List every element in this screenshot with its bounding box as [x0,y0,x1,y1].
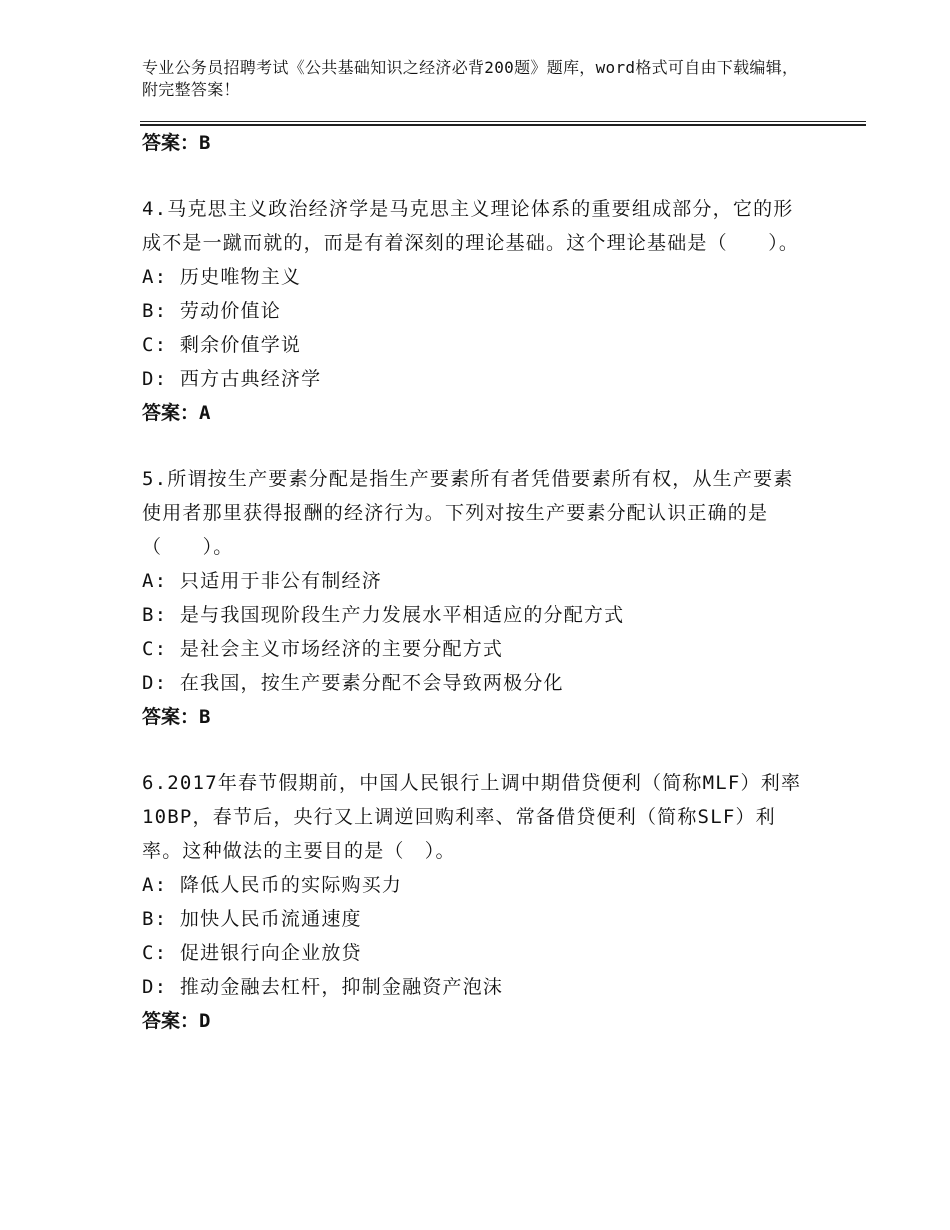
option-c [142,936,802,970]
option-key: B: [142,300,168,322]
header-divider-thin-line [140,121,866,122]
option-text: 加快人民币流通速度 [179,908,362,930]
question-answer [142,700,802,734]
question-stem: 4.马克思主义政治经济学是马克思主义理论体系的重要组成部分，它的形成不是一蹴而就的，而是有着深刻的理论基础。这个理论基础是（ ）。 [142,198,800,254]
option-d [142,666,802,700]
question-answer [142,1004,802,1038]
answer-label: 答案： [142,132,200,154]
answer-label: 答案： [142,706,200,728]
option-c [142,632,802,666]
option-key: C: [142,638,168,660]
question-6 [142,766,802,1038]
option-text: 促进银行向企业放贷 [179,942,362,964]
option-key: D: [142,368,168,390]
option-key: B: [142,908,168,930]
question-stem: 6.2017年春节假期前，中国人民银行上调中期借贷便利（简称MLF）利率10BP，春节后，央行又上调逆回购利率、常备借贷便利（简称SLF）利率。这种做法的主要目的是（ ）。 [142,772,802,862]
option-text: 在我国，按生产要素分配不会导致两极分化 [179,672,564,694]
option-a [142,564,802,598]
question-answer [142,396,802,430]
answer-value: D [199,1010,211,1032]
answer-value: B [199,706,211,728]
question-stem: 5.所谓按生产要素分配是指生产要素所有者凭借要素所有权，从生产要素使用者那里获得报酬的经济行为。下列对按生产要素分配认识正确的是（ ）。 [142,468,794,558]
question-4 [142,192,802,430]
option-key: B: [142,604,168,626]
option-a [142,260,802,294]
option-text: 是社会主义市场经济的主要分配方式 [179,638,504,660]
option-key: D: [142,672,168,694]
option-text: 剩余价值学说 [179,334,302,356]
option-text: 是与我国现阶段生产力发展水平相适应的分配方式 [179,604,625,626]
page-header: 专业公务员招聘考试《公共基础知识之经济必背200题》题库，word格式可自由下载编辑，附完整答案！ [142,58,799,99]
option-b [142,902,802,936]
answer-value: B [199,132,211,154]
option-b [142,598,802,632]
answer-value: A [199,402,211,424]
option-key: A: [142,266,168,288]
option-key: A: [142,570,168,592]
previous-question-answer [142,126,802,160]
option-text: 劳动价值论 [179,300,281,322]
option-text: 西方古典经济学 [179,368,322,390]
option-text: 只适用于非公有制经济 [179,570,382,592]
option-key: D: [142,976,168,998]
option-key: A: [142,874,168,896]
document-body [142,126,802,1038]
option-b [142,294,802,328]
option-a [142,868,802,902]
option-key: C: [142,942,168,964]
option-text: 降低人民币的实际购买力 [179,874,403,896]
answer-label: 答案： [142,402,200,424]
answer-label: 答案： [142,1010,200,1032]
option-d [142,970,802,1004]
option-key: C: [142,334,168,356]
question-5 [142,462,802,734]
option-text: 推动金融去杠杆，抑制金融资产泡沫 [179,976,504,998]
option-d [142,362,802,396]
option-c [142,328,802,362]
option-text: 历史唯物主义 [179,266,302,288]
